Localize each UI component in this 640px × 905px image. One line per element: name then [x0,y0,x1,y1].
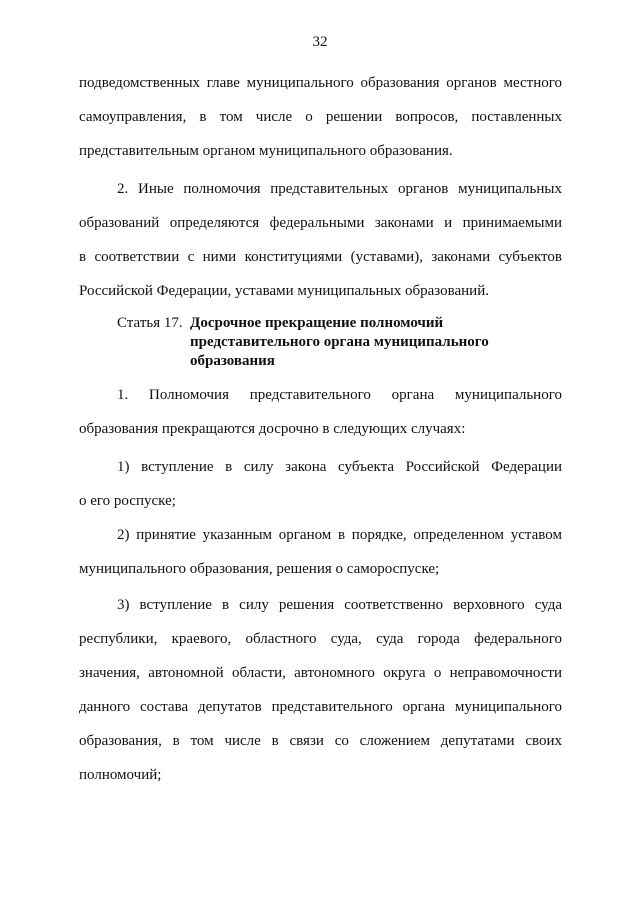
text-line: образования, в том числе в связи со сложением депутатами своих [79,733,562,749]
list-item-2 [79,518,562,586]
text-line: муниципального образования, решения о самороспуске; [79,561,440,577]
text-line: самоуправления, в том числе о решении вопросов, поставленных [79,109,562,125]
text-line: в соответствии с ними конституциями (уставами), законами субъектов [79,249,562,265]
text-line: Российской Федерации, уставами муниципальных образований. [79,283,489,299]
text-line: образования прекращаются досрочно в следующих случаях: [79,421,466,437]
paragraph-2 [79,172,562,308]
text-line: образований определяются федеральными законами и принимаемыми [79,215,562,231]
text-line: данного состава депутатов представительного органа муниципального [79,699,562,715]
article-heading [117,314,537,371]
article-title-line: представительного органа муниципального [190,334,489,350]
text-line: республики, краевого, областного суда, суда города федерального [79,631,562,647]
article-title [190,314,537,371]
text-line: 2. Иные полномочия представительных органов муниципальных [117,181,562,197]
list-item-3 [79,588,562,792]
text-line: 1) вступление в силу закона субъекта Российской Федерации [117,459,562,475]
text-line: 3) вступление в силу решения соответственно верховного суда [117,597,562,613]
text-line: представительным органом муниципального образования. [79,143,453,159]
text-line: значения, автономной области, автономного округа о неправомочности [79,665,562,681]
article-title-line: Досрочное прекращение полномочий [190,315,444,331]
text-line: 2) принятие указанным органом в порядке, определенном уставом [117,527,562,543]
text-line: полномочий; [79,767,162,783]
paragraph-article-point-1 [79,378,562,446]
article-title-line: образования [190,353,275,369]
text-line: 1. Полномочия представительного органа муниципального [117,387,562,403]
list-item-1 [79,450,562,518]
text-line: подведомственных главе муниципального образования органов местного [79,75,562,91]
page-number: 32 [312,34,328,50]
article-label: Статья 17. [117,315,183,331]
paragraph-continuation [79,66,562,168]
text-line: о его роспуске; [79,493,176,509]
